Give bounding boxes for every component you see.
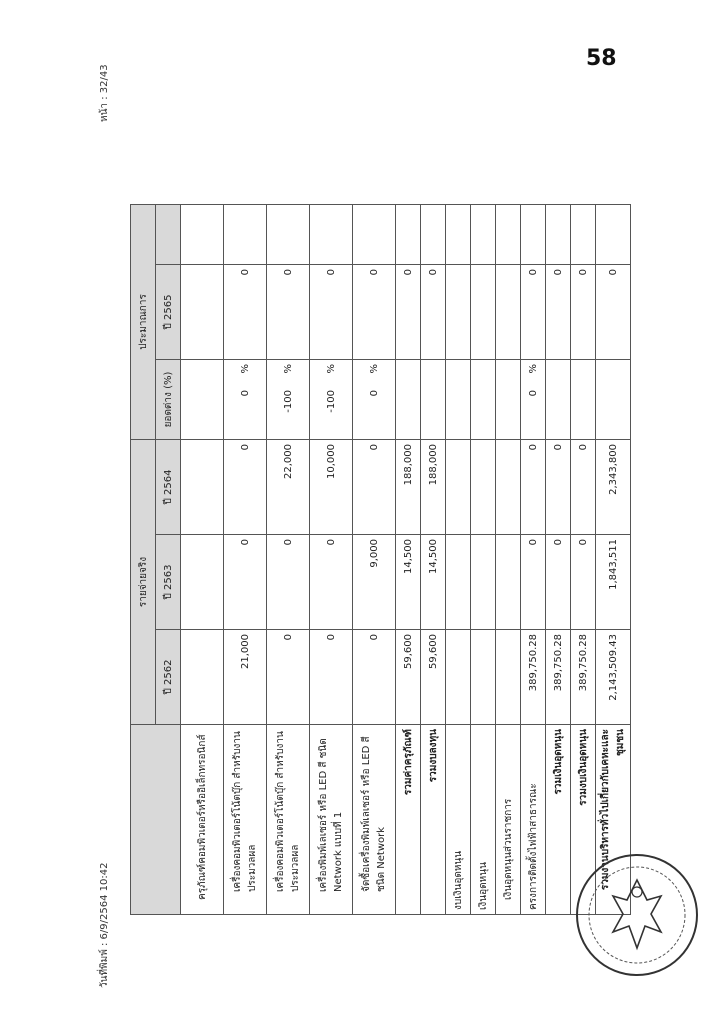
value-2564: 0 [546,440,571,535]
row-label: ครงการติดตั้งไฟฟ้าสาธารณะ [521,725,546,915]
value-2562: 0 [353,630,396,725]
value-diff [181,360,224,440]
budget-table [130,204,631,915]
value-2562 [446,630,471,725]
value-2562: 2,143,509.43 [596,630,631,725]
blank-cell [521,204,546,264]
value-2562 [496,630,521,725]
value-2565: 0 [353,265,396,360]
page-number: 58 [586,46,617,71]
table-row [446,204,471,914]
value-diff [396,360,421,440]
value-diff [224,360,267,440]
value-2564: 188,000 [396,440,421,535]
header-y2565: ปี 2565 [156,265,181,360]
value-2565: 0 [546,265,571,360]
value-2563: 0 [310,535,353,630]
value-2565 [181,265,224,360]
table-row [596,204,631,914]
value-2563: 0 [224,535,267,630]
value-2565: 0 [396,265,421,360]
value-2565 [446,265,471,360]
blank-cell [471,204,496,264]
diff-value: 0 [368,390,380,397]
row-label: รวมงานบริหารทั่วไปเกี่ยวกับเคหะและชุมชน [596,725,631,915]
value-2565: 0 [521,265,546,360]
value-2564: 0 [521,440,546,535]
table-row [224,204,267,914]
value-diff [310,360,353,440]
table-row [267,204,310,914]
table-row [521,204,546,914]
table-row [396,204,421,914]
value-2564: 0 [224,440,267,535]
value-diff [496,360,521,440]
table-row [181,204,224,914]
value-2565: 0 [224,265,267,360]
value-2565: 0 [571,265,596,360]
header-y2563: ปี 2563 [156,535,181,630]
percent-sign: % [368,364,380,374]
percent-sign: % [282,364,294,374]
value-2565: 0 [310,265,353,360]
header-diff: ยอดต่าง (%) [156,360,181,440]
value-2564: 0 [571,440,596,535]
table-row [310,204,353,914]
blank-cell [181,204,224,264]
blank-cell [446,204,471,264]
value-2562: 0 [267,630,310,725]
budget-table-container [130,205,626,915]
value-2563: 9,000 [353,535,396,630]
value-2562: 21,000 [224,630,267,725]
value-2564: 2,343,800 [596,440,631,535]
row-label: รวมเงินอุดหนุน [546,725,571,915]
row-label: งบเงินอุดหนุน [446,725,471,915]
value-diff [571,360,596,440]
print-date: วันที่พิมพ์ : 6/9/2564 10:42 [99,862,110,988]
row-label: รวมงบเงินอุดหนุน [571,725,596,915]
header-blank [156,204,181,264]
row-label: รวมงบลงทุน [421,725,446,915]
percent-sign: % [325,364,337,374]
value-2563 [496,535,521,630]
blank-cell [596,204,631,264]
value-2562: 389,750.28 [571,630,596,725]
blank-cell [224,204,267,264]
table-row [353,204,396,914]
value-2564: 0 [353,440,396,535]
value-diff [446,360,471,440]
blank-cell [267,204,310,264]
header-actual-group: รายจ่ายจริง [131,440,156,725]
value-2564 [181,440,224,535]
value-2564 [496,440,521,535]
row-label: ครุภัณฑ์คอมพิวเตอร์หรืออิเล็กทรอนิกส์ [181,725,224,915]
value-diff [267,360,310,440]
value-2564: 188,000 [421,440,446,535]
value-2563 [471,535,496,630]
row-label: เครื่องคอมพิวเตอร์โน้ตบุ๊ก สำหรับงาน ประมวลผล [224,725,267,915]
diff-value: -100 [325,390,337,413]
table-row [471,204,496,914]
percent-sign: % [239,364,251,374]
value-diff [521,360,546,440]
table-row [496,204,521,914]
value-diff [471,360,496,440]
percent-sign: % [527,364,539,374]
value-2565: 0 [421,265,446,360]
value-2564: 10,000 [310,440,353,535]
value-2563: 0 [521,535,546,630]
header-estimate-group: ประมาณการ [131,204,156,439]
row-label: รวมค่าครุภัณฑ์ [396,725,421,915]
value-2564 [446,440,471,535]
value-2562: 0 [310,630,353,725]
value-2565 [471,265,496,360]
row-label: เงินอุดหนุนส่วนราชการ [496,725,521,915]
table-row [571,204,596,914]
header-y2564: ปี 2564 [156,440,181,535]
row-label: เครื่องพิมพ์เลเซอร์ หรือ LED สี ชนิด Network แบบที่ 1 [310,725,353,915]
value-2562: 59,600 [421,630,446,725]
header-y2562: ปี 2562 [156,630,181,725]
blank-cell [421,204,446,264]
value-2562 [181,630,224,725]
value-2563: 0 [546,535,571,630]
value-2562: 389,750.28 [521,630,546,725]
table-row [546,204,571,914]
blank-cell [310,204,353,264]
value-2563 [181,535,224,630]
diff-value: 0 [527,390,539,397]
value-2565: 0 [267,265,310,360]
value-2564: 22,000 [267,440,310,535]
value-2562: 59,600 [396,630,421,725]
value-2562 [471,630,496,725]
official-seal [573,840,701,990]
value-2563: 0 [267,535,310,630]
value-2563: 0 [571,535,596,630]
value-2563 [446,535,471,630]
blank-cell [571,204,596,264]
value-2565: 0 [596,265,631,360]
value-diff [546,360,571,440]
blank-cell [353,204,396,264]
value-2563: 1,843,511 [596,535,631,630]
value-2563: 14,500 [396,535,421,630]
diff-value: -100 [282,390,294,413]
value-2564 [471,440,496,535]
diff-value: 0 [239,390,251,397]
blank-cell [496,204,521,264]
value-2565 [496,265,521,360]
blank-cell [546,204,571,264]
row-label: เงินอุดหนุน [471,725,496,915]
table-body [181,204,631,914]
row-label: เครื่องคอมพิวเตอร์โน้ตบุ๊ก สำหรับงาน ประมวลผล [267,725,310,915]
value-diff [596,360,631,440]
header-description [131,725,181,915]
table-row [421,204,446,914]
value-diff [421,360,446,440]
value-2563: 14,500 [421,535,446,630]
blank-cell [396,204,421,264]
page-reference: หน้า : 32/43 [99,64,110,122]
row-label: จัดซื้อเครื่องพิมพ์เลเซอร์ หรือ LED สี ชนิด Network [353,725,396,915]
value-diff [353,360,396,440]
value-2562: 389,750.28 [546,630,571,725]
